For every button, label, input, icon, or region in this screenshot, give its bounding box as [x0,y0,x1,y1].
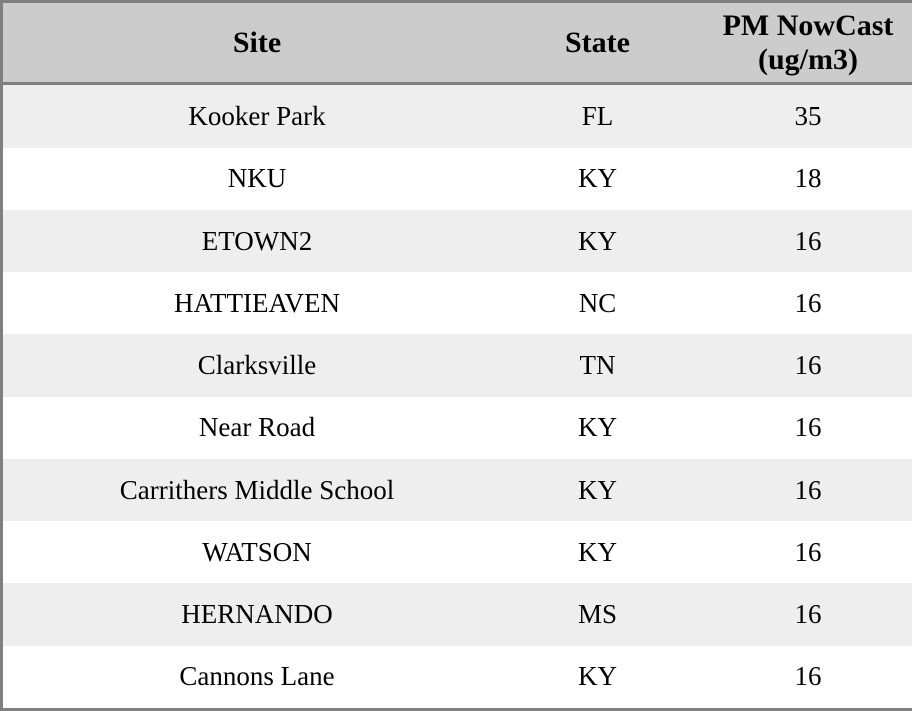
table-row [3,397,912,459]
table-row [3,459,912,521]
cell-pm-nowcast: 16 [684,646,912,708]
cell-state: KY [511,148,684,210]
cell-state: KY [511,459,684,521]
cell-site: Near Road [3,397,511,459]
cell-pm-nowcast: 16 [684,521,912,583]
table-header-row [3,3,912,84]
cell-pm-nowcast: 16 [684,583,912,645]
cell-site: WATSON [3,521,511,583]
column-header-pm-nowcast: PM NowCast (ug/m3) [684,3,912,84]
table-row [3,334,912,396]
cell-pm-nowcast: 18 [684,148,912,210]
cell-pm-nowcast: 35 [684,84,912,148]
cell-state: KY [511,646,684,708]
table-row [3,272,912,334]
cell-state: NC [511,272,684,334]
air-quality-table [3,3,912,708]
table-header [3,3,912,84]
cell-pm-nowcast: 16 [684,459,912,521]
cell-state: KY [511,397,684,459]
cell-state: KY [511,210,684,272]
cell-state: FL [511,84,684,148]
table-row [3,84,912,148]
cell-site: ETOWN2 [3,210,511,272]
cell-site: HERNANDO [3,583,511,645]
cell-site: NKU [3,148,511,210]
cell-pm-nowcast: 16 [684,397,912,459]
table-row [3,583,912,645]
cell-state: KY [511,521,684,583]
cell-site: Clarksville [3,334,511,396]
cell-pm-nowcast: 16 [684,210,912,272]
table-body [3,84,912,708]
table-row [3,521,912,583]
cell-state: MS [511,583,684,645]
column-header-state: State [511,3,684,84]
column-header-site: Site [3,3,511,84]
cell-pm-nowcast: 16 [684,334,912,396]
cell-site: Cannons Lane [3,646,511,708]
table-row [3,148,912,210]
cell-state: TN [511,334,684,396]
table-row [3,210,912,272]
cell-site: Kooker Park [3,84,511,148]
cell-site: Carrithers Middle School [3,459,511,521]
cell-site: HATTIEAVEN [3,272,511,334]
cell-pm-nowcast: 16 [684,272,912,334]
table-row [3,646,912,708]
